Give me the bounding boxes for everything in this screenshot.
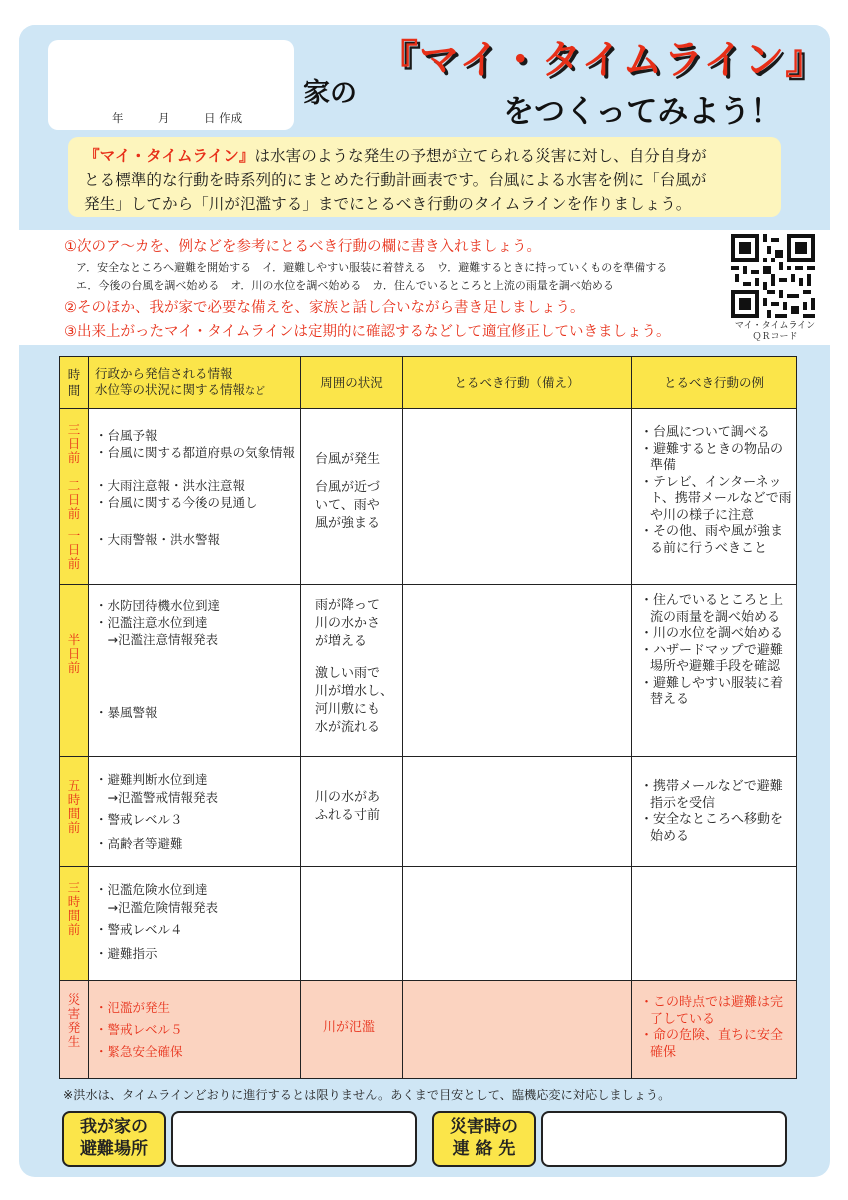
action-cell[interactable] [403, 585, 632, 757]
surroundings-cell: 川の水があ ふれる寸前 [301, 757, 403, 867]
example-cell: ・台風について調べる ・避難するときの物品の準備 ・テレビ、インターネット、携帯メールなどで雨や川の様子に注意 ・その他、雨や風が強まる前に行うべきこと [632, 409, 797, 585]
info-cell: ・氾濫危険水位到達 →氾濫危険情報発表 ・警戒レベル４ ・避難指示 [89, 867, 301, 981]
table-row [60, 585, 797, 757]
contact-input[interactable] [541, 1111, 787, 1167]
qr-caption-line2: ＱＲコード [752, 332, 798, 342]
action-cell[interactable] [403, 757, 632, 867]
instruction-step3: ③出来上がったマイ・タイムラインは定期的に確認するなどして適宜修正していきましょう。 [64, 324, 671, 340]
surroundings-cell: 川が氾濫 [301, 981, 403, 1079]
options-line2: エ．今後の台風を調べ始める オ．川の水位を調べ始める カ．住んでいるところと上流の雨量を調べ始める [76, 279, 614, 292]
time-cell: 三日前 二日前 一日前 [60, 409, 89, 585]
header-time: 時間 [60, 357, 89, 409]
header-info: 行政から発信される情報 水位等の状況に関する情報など [89, 357, 301, 409]
info-cell: ・避難判断水位到達 →氾濫警戒情報発表 ・警戒レベル３ ・高齢者等避難 [89, 757, 301, 867]
info-cell: ・氾濫が発生 ・警戒レベル５ ・緊急安全確保 [89, 981, 301, 1079]
header-example: とるべき行動の例 [632, 357, 797, 409]
header-surroundings: 周囲の状況 [301, 357, 403, 409]
instruction-step2: ②そのほか、我が家で必要な備えを、家族と話し合いながら書き足しましょう。 [64, 300, 585, 316]
qr-caption-line1: マイ・タイムライン [734, 321, 816, 331]
example-cell [632, 867, 797, 981]
action-cell[interactable] [403, 981, 632, 1079]
intro-line2: とる標準的な行動を時系列的にまとめた行動計画表です。台風による水害を例に「台風が [84, 171, 707, 189]
example-cell: ・携帯メールなどで避難指示を受信 ・安全なところへ移動を始める [632, 757, 797, 867]
intro-box [68, 137, 781, 217]
house-prefix: 家の [303, 78, 357, 109]
surroundings-cell[interactable] [301, 867, 403, 981]
example-cell: ・住んでいるところと上流の雨量を調べ始める ・川の水位を調べ始める ・ハザードマップで避難場所や避難手段を確認 ・避難しやすい服装に着替える [632, 585, 797, 757]
timeline-table [59, 356, 797, 1079]
instruction-step1: ①次のア～カを、例などを参考にとるべき行動の欄に書き入れましょう。 [64, 239, 541, 255]
time-cell: 五時間前 [60, 757, 89, 867]
example-cell: ・この時点では避難は完了している ・命の危険、直ちに安全確保 [632, 981, 797, 1079]
table-row [60, 757, 797, 867]
qr-code-icon[interactable] [731, 234, 815, 318]
shelter-input[interactable] [171, 1111, 417, 1167]
page-subtitle: をつくってみよう！ [503, 94, 782, 130]
intro-line1: は水害のような発生の予想が立てられる災害に対し、自分自身が [254, 147, 707, 165]
table-header-row [60, 357, 797, 409]
options-line1: ア．安全なところへ避難を開始する イ．避難しやすい服装に着替える ウ．避難するときに持っていくものを準備する [76, 261, 668, 274]
time-cell: 三時間前 [60, 867, 89, 981]
header-action: とるべき行動（備え） [403, 357, 632, 409]
page-title: 『マイ・タイムライン』 [378, 37, 827, 83]
footer-note: ※洪水は、タイムラインどおりに進行するとは限りません。あくまで目安として、臨機応変に対応しましょう。 [63, 1088, 671, 1102]
info-cell: ・水防団待機水位到達 ・氾濫注意水位到達 →氾濫注意情報発表 ・暴風警報 [89, 585, 301, 757]
table-row [60, 409, 797, 585]
intro-line3: 発生」してから「川が氾濫する」までにとるべき行動のタイムラインを作りましょう。 [84, 195, 692, 213]
time-cell: 災害発生 [60, 981, 89, 1079]
surroundings-cell: 雨が降って 川の水かさ が増える 激しい雨で 川が増水し、 河川敷にも 水が流れる [301, 585, 403, 757]
shelter-label: 我が家の 避難場所 [62, 1111, 166, 1167]
date-caption: 年 月 日 作成 [112, 111, 243, 125]
time-cell: 半日前 [60, 585, 89, 757]
info-cell: ・台風予報 ・台風に関する都道府県の気象情報 ・大雨注意報・洪水注意報 ・台風に関する今後の見通し ・大雨警報・洪水警報 [89, 409, 301, 585]
qr-caption [728, 321, 822, 343]
table-row-disaster [60, 981, 797, 1079]
table-row [60, 867, 797, 981]
contact-label: 災害時の 連 絡 先 [432, 1111, 536, 1167]
surroundings-cell: 台風が発生 台風が近づ いて、雨や 風が強まる [301, 409, 403, 585]
action-cell[interactable] [403, 867, 632, 981]
action-cell[interactable] [403, 409, 632, 585]
intro-highlight: 『マイ・タイムライン』 [84, 147, 255, 165]
